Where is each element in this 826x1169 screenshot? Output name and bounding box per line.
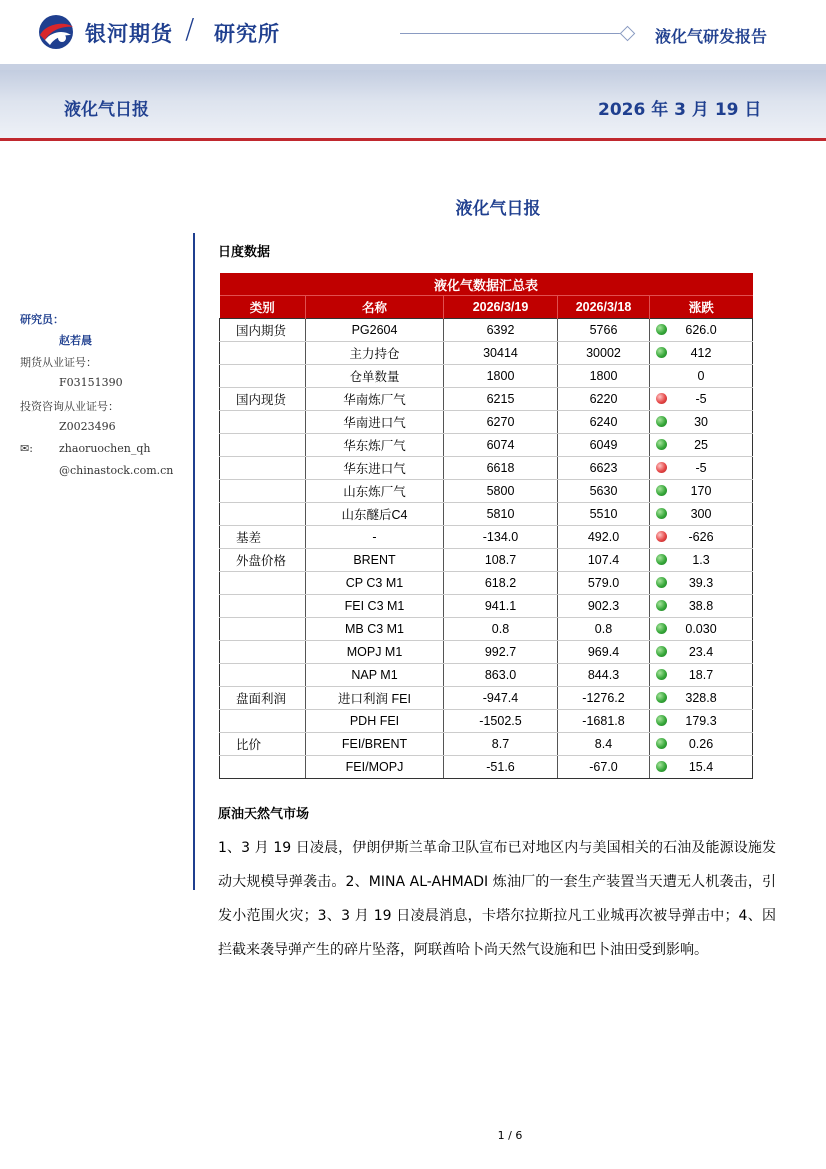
- cell-value-0319: 1800: [444, 365, 558, 388]
- change-value: 328.8: [685, 691, 717, 705]
- cell-name: PG2604: [306, 319, 444, 342]
- green-up-dot-icon: [656, 692, 667, 703]
- cell-category: 国内现货: [220, 388, 306, 411]
- cell-category: [220, 756, 306, 779]
- cell-name: BRENT: [306, 549, 444, 572]
- cell-value-0318: 30002: [558, 342, 650, 365]
- cell-name: FEI C3 M1: [306, 595, 444, 618]
- cell-category: [220, 664, 306, 687]
- cell-name: 华东进口气: [306, 457, 444, 480]
- table-row: [220, 388, 753, 411]
- change-value: 18.7: [688, 668, 714, 682]
- cell-category: [220, 411, 306, 434]
- cell-change: [650, 733, 753, 756]
- table-caption: 液化气数据汇总表: [220, 273, 753, 296]
- cell-value-0319: 941.1: [444, 595, 558, 618]
- cell-change: [650, 503, 753, 526]
- cell-name: MOPJ M1: [306, 641, 444, 664]
- cell-value-0319: 0.8: [444, 618, 558, 641]
- email-line-2[interactable]: @chinastock.com.cn: [59, 464, 174, 477]
- table-row: [220, 641, 753, 664]
- change-value: 1.3: [692, 553, 710, 567]
- cell-value-0318: 902.3: [558, 595, 650, 618]
- diamond-icon: [620, 26, 636, 42]
- change-value: 0: [697, 369, 705, 383]
- cell-category: 盘面利润: [220, 687, 306, 710]
- cell-change: [650, 710, 753, 733]
- red-down-dot-icon: [656, 531, 667, 542]
- cell-change: [650, 595, 753, 618]
- col-header-name: 名称: [306, 296, 444, 319]
- cell-category: [220, 480, 306, 503]
- cell-value-0319: 5800: [444, 480, 558, 503]
- change-value: -5: [695, 461, 707, 475]
- futures-license-value: F03151390: [59, 376, 123, 389]
- cell-change: [650, 687, 753, 710]
- cell-value-0319: 8.7: [444, 733, 558, 756]
- col-header-category: 类别: [220, 296, 306, 319]
- green-up-dot-icon: [656, 738, 667, 749]
- cell-value-0318: 6049: [558, 434, 650, 457]
- cell-value-0318: 844.3: [558, 664, 650, 687]
- cell-value-0318: -1681.8: [558, 710, 650, 733]
- cell-value-0318: -67.0: [558, 756, 650, 779]
- cell-category: [220, 618, 306, 641]
- cell-name: PDH FEI: [306, 710, 444, 733]
- col-header-date2: 2026/3/18: [558, 296, 650, 319]
- cell-category: [220, 641, 306, 664]
- section-oil-gas-market: 原油天然气市场: [218, 807, 310, 822]
- change-value: -5: [695, 392, 707, 406]
- cell-value-0319: -1502.5: [444, 710, 558, 733]
- cell-change: [650, 319, 753, 342]
- green-up-dot-icon: [656, 761, 667, 772]
- cell-name: 华南炼厂气: [306, 388, 444, 411]
- cell-name: FEI/BRENT: [306, 733, 444, 756]
- table-row: [220, 411, 753, 434]
- cell-value-0319: 618.2: [444, 572, 558, 595]
- report-type: 液化气研发报告: [655, 27, 768, 46]
- cell-value-0319: 6074: [444, 434, 558, 457]
- cell-name: CP C3 M1: [306, 572, 444, 595]
- table-row: [220, 526, 753, 549]
- lpg-summary-table: [219, 273, 753, 779]
- green-up-dot-icon: [656, 600, 667, 611]
- table-row: [220, 687, 753, 710]
- banner-red-rule: [0, 138, 826, 141]
- change-value: 38.8: [688, 599, 714, 613]
- researcher-label: 研究员：: [20, 313, 64, 326]
- cell-value-0319: 992.7: [444, 641, 558, 664]
- cell-name: MB C3 M1: [306, 618, 444, 641]
- cell-name: -: [306, 526, 444, 549]
- change-value: 0.26: [688, 737, 714, 751]
- cell-change: [650, 756, 753, 779]
- email-line-1[interactable]: zhaoruochen_qh: [59, 442, 151, 455]
- green-up-dot-icon: [656, 324, 667, 335]
- change-value: 15.4: [688, 760, 714, 774]
- mail-icon: ✉:: [20, 442, 33, 455]
- cell-name: NAP M1: [306, 664, 444, 687]
- cell-value-0319: 30414: [444, 342, 558, 365]
- change-value: 25: [694, 438, 708, 452]
- cell-value-0319: -947.4: [444, 687, 558, 710]
- green-up-dot-icon: [656, 416, 667, 427]
- cell-value-0319: 6215: [444, 388, 558, 411]
- table-row: [220, 480, 753, 503]
- banner-date: 2026 年 3 月 19 日: [598, 100, 762, 120]
- page-number: 1 / 6: [497, 1129, 523, 1142]
- cell-name: 华东炼厂气: [306, 434, 444, 457]
- consult-license-value: Z0023496: [59, 420, 116, 433]
- cell-category: [220, 595, 306, 618]
- brand-name: 银河期货: [85, 22, 173, 46]
- change-value: 170: [690, 484, 712, 498]
- cell-category: 比价: [220, 733, 306, 756]
- cell-value-0318: -1276.2: [558, 687, 650, 710]
- change-value: 300: [690, 507, 712, 521]
- cell-category: 基差: [220, 526, 306, 549]
- change-value: 0.030: [685, 622, 717, 636]
- cell-change: [650, 411, 753, 434]
- section-daily-data: 日度数据: [218, 245, 271, 260]
- cell-category: [220, 457, 306, 480]
- table-row: [220, 319, 753, 342]
- cell-value-0319: 6392: [444, 319, 558, 342]
- green-up-dot-icon: [656, 508, 667, 519]
- red-down-dot-icon: [656, 393, 667, 404]
- table-row: [220, 733, 753, 756]
- brand-separator: /: [185, 12, 195, 45]
- cell-change: [650, 641, 753, 664]
- cell-value-0318: 0.8: [558, 618, 650, 641]
- cell-value-0319: 108.7: [444, 549, 558, 572]
- green-up-dot-icon: [656, 715, 667, 726]
- change-value: 23.4: [688, 645, 714, 659]
- cell-category: [220, 710, 306, 733]
- cell-name: 主力持仓: [306, 342, 444, 365]
- cell-category: 外盘价格: [220, 549, 306, 572]
- change-value: 179.3: [685, 714, 717, 728]
- green-up-dot-icon: [656, 646, 667, 657]
- cell-value-0318: 6240: [558, 411, 650, 434]
- cell-change: [650, 480, 753, 503]
- cell-change: [650, 342, 753, 365]
- banner-title: 液化气日报: [64, 100, 149, 120]
- cell-change: [650, 664, 753, 687]
- cell-value-0319: 6618: [444, 457, 558, 480]
- table-row: [220, 664, 753, 687]
- table-row: [220, 595, 753, 618]
- cell-category: [220, 572, 306, 595]
- cell-change: [650, 457, 753, 480]
- cell-value-0318: 6623: [558, 457, 650, 480]
- red-down-dot-icon: [656, 462, 667, 473]
- col-header-change: 涨跌: [650, 296, 753, 319]
- cell-name: FEI/MOPJ: [306, 756, 444, 779]
- green-up-dot-icon: [656, 554, 667, 565]
- table-row: [220, 756, 753, 779]
- green-up-dot-icon: [656, 669, 667, 680]
- cell-change: [650, 365, 753, 388]
- col-header-date1: 2026/3/19: [444, 296, 558, 319]
- cell-name: 仓单数量: [306, 365, 444, 388]
- table-row: [220, 618, 753, 641]
- table-row: [220, 457, 753, 480]
- green-up-dot-icon: [656, 347, 667, 358]
- green-up-dot-icon: [656, 439, 667, 450]
- table-row: [220, 434, 753, 457]
- cell-value-0318: 107.4: [558, 549, 650, 572]
- consult-license-label: 投资咨询从业证号：: [20, 400, 119, 413]
- table-row: [220, 572, 753, 595]
- table-body: [220, 319, 753, 779]
- cell-value-0319: -51.6: [444, 756, 558, 779]
- cell-change: [650, 618, 753, 641]
- green-up-dot-icon: [656, 485, 667, 496]
- cell-change: [650, 388, 753, 411]
- green-up-dot-icon: [656, 623, 667, 634]
- cell-value-0319: 863.0: [444, 664, 558, 687]
- cell-name: 华南进口气: [306, 411, 444, 434]
- galaxy-logo-icon: [36, 13, 76, 51]
- cell-name: 山东炼厂气: [306, 480, 444, 503]
- cell-value-0318: 5510: [558, 503, 650, 526]
- cell-value-0318: 5630: [558, 480, 650, 503]
- change-value: 626.0: [685, 323, 717, 337]
- cell-value-0318: 6220: [558, 388, 650, 411]
- cell-category: 国内期货: [220, 319, 306, 342]
- futures-license-label: 期货从业证号：: [20, 356, 97, 369]
- cell-value-0318: 492.0: [558, 526, 650, 549]
- cell-value-0318: 969.4: [558, 641, 650, 664]
- change-value: 412: [690, 346, 712, 360]
- document-title: 液化气日报: [455, 199, 541, 219]
- sidebar-divider: [193, 233, 195, 890]
- cell-value-0319: 6270: [444, 411, 558, 434]
- cell-change: [650, 434, 753, 457]
- cell-value-0318: 579.0: [558, 572, 650, 595]
- change-value: 30: [694, 415, 708, 429]
- cell-value-0318: 5766: [558, 319, 650, 342]
- cell-value-0319: 5810: [444, 503, 558, 526]
- change-value: -626: [688, 530, 714, 544]
- cell-category: [220, 434, 306, 457]
- table-row: [220, 365, 753, 388]
- table-row: [220, 549, 753, 572]
- green-up-dot-icon: [656, 577, 667, 588]
- table-row: [220, 503, 753, 526]
- cell-name: 进口利润 FEI: [306, 687, 444, 710]
- header-rule: [400, 33, 624, 34]
- table-row: [220, 342, 753, 365]
- market-news-paragraph: 1、3 月 19 日凌晨，伊朗伊斯兰革命卫队宣布已对地区内与美国相关的石油及能源设施发动大规模导弹袭击。2、MINA AL-AHMADI 炼油厂的一套生产装置当天遭无人机袭击，引发小范围火灾；3、3 月 19 日凌晨消息，卡塔尔拉斯拉凡工业城再次被导弹击中；4、因拦截来袭导弹产生的碎片坠落，阿联酋哈卜尚天然气设施和巴卜油田受到影响。: [218, 840, 776, 958]
- table-row: [220, 710, 753, 733]
- cell-change: [650, 549, 753, 572]
- cell-category: [220, 342, 306, 365]
- cell-value-0318: 1800: [558, 365, 650, 388]
- cell-name: 山东醚后C4: [306, 503, 444, 526]
- cell-value-0319: -134.0: [444, 526, 558, 549]
- brand-department: 研究所: [214, 22, 280, 46]
- cell-change: [650, 572, 753, 595]
- cell-value-0318: 8.4: [558, 733, 650, 756]
- cell-category: [220, 503, 306, 526]
- researcher-name: 赵若晨: [59, 334, 92, 347]
- cell-change: [650, 526, 753, 549]
- change-value: 39.3: [688, 576, 714, 590]
- cell-category: [220, 365, 306, 388]
